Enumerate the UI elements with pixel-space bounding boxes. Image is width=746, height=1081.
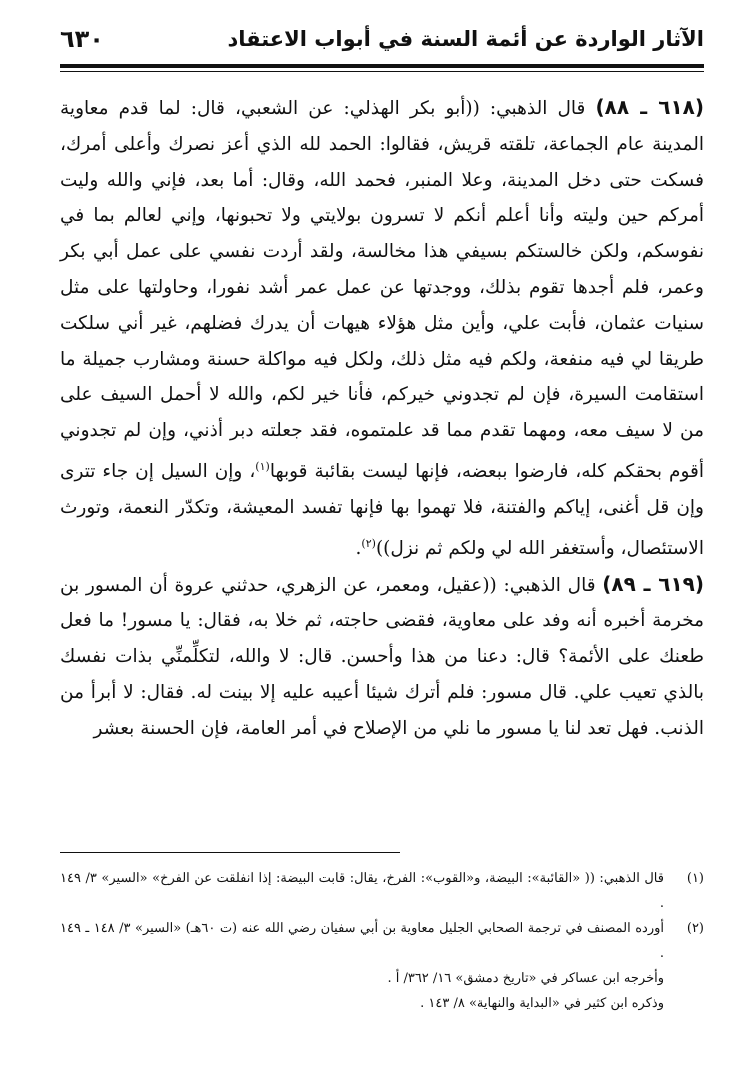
entry-number: (٦١٩ ـ ٨٩) xyxy=(602,571,704,596)
page-header xyxy=(60,16,704,62)
entry-text: قال الذهبي: ((عقيل، ومعمر، عن الزهري، حدثني عروة أن المسور بن مخرمة أخبره أنه وفد على معاوية، فقضى حاجته، ثم خلا به، فقال: يا مسور! ما فعل طعنك على الأئمة؟ قال: دعنا من هذا وأحسن. قال: لا والله، لتكلِّمنِّي بذات نفسك بالذي تعيب علي. قال مسور: فلم أترك شيئا أعيبه عليه إلا بينت له. فقال: لا أبرأ من الذنب. فهل تعد لنا يا مسور ما نلي من الإصلاح في أمر العامة، فإن الحسنة بعشر xyxy=(60,574,704,739)
footnote-mark: (١) xyxy=(686,871,704,886)
footnote-2 xyxy=(60,916,704,966)
main-text xyxy=(60,90,704,747)
footnote-1 xyxy=(60,866,704,916)
entry-619 xyxy=(60,567,704,747)
entry-number: (٦١٨ ـ ٨٨) xyxy=(595,95,704,119)
footnote-mark: (٢) xyxy=(686,921,704,936)
footnote-text: أورده المصنف في ترجمة الصحابي الجليل معاوية بن أبي سفيان رضي الله عنه (ت ٦٠هـ) «السير» ٣/ ١٤٨ ـ ١٤٩ . xyxy=(60,921,664,961)
entry-text-continued: ، وإن السيل إن جاء تترى وإن قل أغنى، إياكم والفتنة، فلا تهموا بها فإنها تفسد المعيشة، وتكدّر النعمة، وتورث الاستئصال، وأستغفر الله لي ولكم ثم نزل)) xyxy=(60,461,704,559)
entry-618: (٦١٨ ـ ٨٨) قال الذهبي: ((أبو بكر الهذلي: عن الشعبي، قال: لما قدم معاوية المدينة عام الجماعة، تلقته قريش، فقالوا: الحمد لله الذي أعز نصرك وأعلى أمرك، فسكت حتى دخل المدينة، وعلا المنبر، فحمد الله، وقال: أما بعد، فإني والله وليت أمركم حين وليته وأنا أعلم أنكم لا تسرون بولايتي ولا تحبونها، وإني لعالم بما في نفوسكم، ولكن خالستكم بسيفي هذا مخالسة، ولقد أردت نفسي على عمل أبي بكر وعمر، فلم أجدها تقوم بذلك، ووجدتها عن عمل عمر أشد نفورا، وحاولتها على مثل سنيات عثمان، فأبت علي، وأين مثل هؤلاء هيهات أن يدرك فضلهم، غير أني سلكت طريقا لي فيه منفعة، ولكم فيه مثل ذلك، ولكل فيه مواكلة حسنة ومشارب جميلة ما استقامت السيرة، فإن لم تجدوني خيركم، فأنا خير لكم، والله لا أحمل السيف على من لا سيف معه، ومهما تقدم مما قد علمتموه، فقد جعلته دبر أذني، وإن لم تجدوني أقوم بحقكم كله، فارضوا ببعضه، فإنها ليست بقائبة قوبها$^{(١)}$، وإن السيل إن جاء تترى وإن قل أغنى، إياكم والفتنة، فلا تهموا بها فإنها تفسد المعيشة، وتكدّر النعمة، وتورث الاستئصال، وأستغفر الله لي ولكم ثم نزل))$^{(٢)}$. xyxy=(60,95,704,559)
footnote-2-line-2: وأخرجه ابن عساكر في «تاريخ دمشق» ١٦/ ٣٦٢/ أ . xyxy=(387,971,664,986)
footnote-separator xyxy=(60,852,400,853)
footnote-2-line-3: وذكره ابن كثير في «البداية والنهاية» ٨/ ١٤٣ . xyxy=(420,996,664,1011)
header-rule-thin xyxy=(60,71,704,72)
footnote-ref[interactable]: (١) xyxy=(255,459,270,473)
running-title: الآثار الواردة عن أئمة السنة في أبواب الاعتقاد xyxy=(227,27,704,51)
footnote-text: قال الذهبي: (( «القائبة»: البيضة، و«القوب»: الفرخ، يقال: قابت البيضة: إذا انفلقت عن الفرخ» «السير» ٣/ ١٤٩ . xyxy=(60,871,664,911)
header-rule xyxy=(60,64,704,68)
footnotes xyxy=(60,866,704,1016)
entry-text: قال الذهبي: ((أبو بكر الهذلي: عن الشعبي، قال: لما قدم معاوية المدينة عام الجماعة، تلقته قريش، فقالوا: الحمد لله الذي أعز نصرك وأعلى أمرك، فسكت حتى دخل المدينة، وعلا المنبر، فحمد الله، وقال: أما بعد، فإني والله وليت أمركم حين وليته وأنا أعلم أنكم لا تسرون بولايتي ولا تحبونها، وإني لعالم بما في نفوسكم، ولكن خالستكم بسيفي هذا مخالسة، ولقد أردت نفسي على عمل أبي بكر وعمر، فلم أجدها تقوم بذلك، ووجدتها عن عمل عمر أشد نفورا، وحاولتها على مثل سنيات عثمان، فأبت علي، وأين مثل هؤلاء هيهات أن يدرك فضلهم، غير أني سلكت طريقا لي فيه منفعة، ولكم فيه مثل ذلك، ولكل فيه مواكلة حسنة ومشارب جميلة ما استقامت السيرة، فإن لم تجدوني خيركم، فأنا خير لكم، والله لا أحمل السيف على من لا سيف معه، ومهما تقدم مما قد علمتموه، فقد جعلته دبر أذني، وإن لم تجدوني أقوم بحقكم كله، فارضوا ببعضه، فإنها ليست بقائبة قوبها xyxy=(60,98,704,483)
page-number: ٦٣٠ xyxy=(60,25,104,53)
footnote-ref[interactable]: (٢) xyxy=(361,536,376,550)
